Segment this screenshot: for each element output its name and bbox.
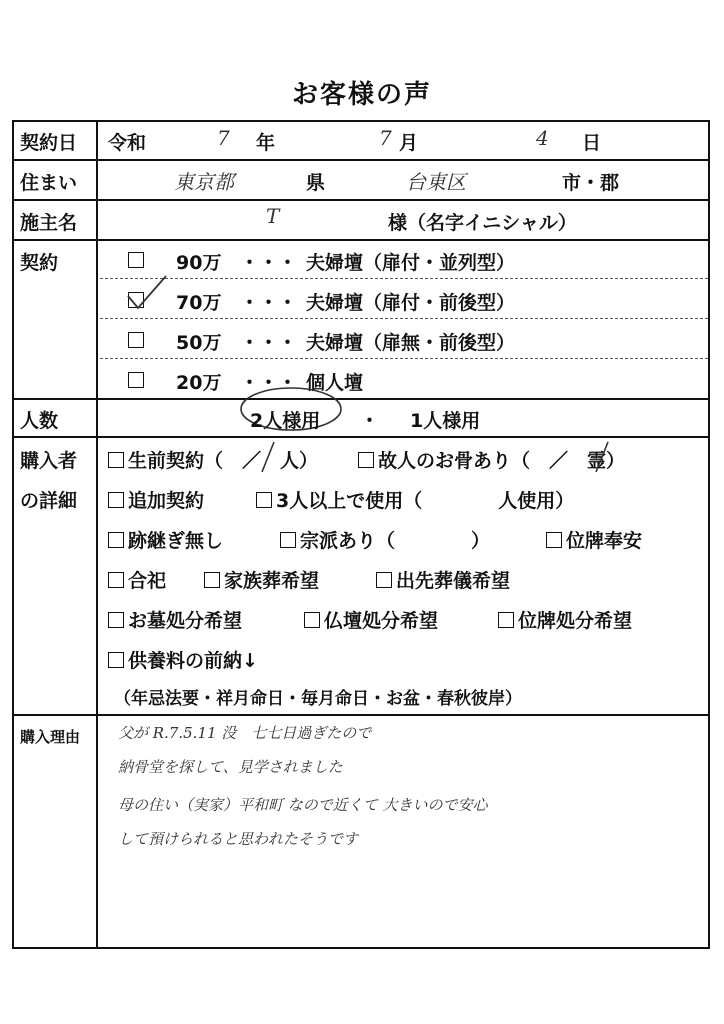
dashed-divider — [100, 278, 708, 279]
day-value[interactable]: 4 — [536, 126, 549, 150]
detail-item[interactable]: お墓処分希望 — [108, 606, 242, 633]
option-dots: ・・・ — [240, 292, 298, 314]
label-column — [14, 122, 98, 947]
row-divider — [14, 714, 708, 716]
month-value[interactable]: 7 — [379, 126, 392, 150]
detail-item[interactable]: 位牌奉安 — [546, 526, 642, 553]
row-divider — [14, 199, 708, 201]
purchaser-label-line1: 購入者 — [20, 450, 78, 472]
checkbox[interactable] — [128, 252, 144, 268]
contract-label: 契約 — [20, 252, 59, 274]
option-desc: 夫婦壇（扉無・前後型） — [306, 332, 516, 354]
row-divider — [14, 159, 708, 161]
reason-line[interactable]: 納骨堂を探して、見学されました — [118, 758, 343, 776]
residence-label: 住まい — [20, 172, 78, 194]
reason-line[interactable]: 父が R.7.5.11 没 七七日過ぎたので — [118, 724, 372, 742]
reason-line[interactable]: 母の住い（実家）平和町 なので近くて 大きいので安心 — [118, 796, 488, 814]
option-desc: 夫婦壇（扉付・前後型） — [306, 292, 516, 314]
people-option-2[interactable]: 2人様用 — [250, 410, 321, 432]
row-divider — [14, 239, 708, 241]
checkmark-icon — [122, 272, 172, 312]
prepayment-note: （年忌法要・祥月命日・毎月命日・お盆・春秋彼岸） — [114, 689, 522, 709]
detail-item[interactable]: 跡継ぎ無し — [108, 526, 223, 553]
detail-item[interactable]: 宗派あり（ ） — [280, 526, 490, 553]
row-divider — [14, 436, 708, 438]
year-unit: 年 — [256, 132, 276, 154]
dashed-divider — [100, 318, 708, 319]
option-desc: 夫婦壇（扉付・並列型） — [306, 252, 516, 274]
detail-item[interactable]: 供養料の前納↓ — [108, 646, 258, 673]
option-price: 50万 — [176, 332, 222, 354]
option-desc: 個人壇 — [306, 372, 364, 394]
month-unit: 月 — [399, 132, 419, 154]
prefecture-unit: 県 — [306, 172, 326, 194]
city-value[interactable]: 台東区 — [406, 170, 466, 194]
contract-date-label: 契約日 — [20, 132, 78, 154]
client-initial-value[interactable]: T — [266, 204, 280, 228]
detail-item[interactable]: 家族葬希望 — [204, 566, 319, 593]
option-dots: ・・・ — [240, 252, 298, 274]
era-label: 令和 — [108, 132, 147, 154]
checkbox[interactable] — [128, 332, 144, 348]
people-label: 人数 — [20, 410, 59, 432]
detail-item[interactable]: 合祀 — [108, 566, 166, 593]
detail-item[interactable]: 仏壇処分希望 — [304, 606, 438, 633]
option-price: 70万 — [176, 292, 222, 314]
slash-mark — [258, 440, 278, 474]
purchaser-label-line2: の詳細 — [20, 490, 78, 512]
reason-label: 購入理由 — [20, 728, 81, 746]
customer-voice-form — [12, 120, 710, 949]
reason-line[interactable]: して預けられると思われたそうです — [118, 830, 359, 848]
option-price: 20万 — [176, 372, 222, 394]
detail-item[interactable]: 位牌処分希望 — [498, 606, 632, 633]
year-value[interactable]: 7 — [217, 126, 230, 150]
option-price: 90万 — [176, 252, 222, 274]
option-dots: ・・・ — [240, 372, 298, 394]
dashed-divider — [100, 358, 708, 359]
detail-item[interactable]: 生前契約（ ／ 人） — [108, 446, 318, 473]
city-unit: 市・郡 — [562, 172, 620, 194]
row-divider — [14, 398, 708, 400]
detail-item[interactable]: 3人以上で使用（ 人使用） — [256, 486, 574, 513]
option-dots: ・・・ — [240, 332, 298, 354]
form-title: お客様の声 — [291, 80, 432, 110]
client-suffix: 様（名字イニシャル） — [388, 212, 577, 234]
detail-item[interactable]: 追加契約 — [108, 486, 204, 513]
people-option-1[interactable]: 1人様用 — [410, 410, 481, 432]
detail-item[interactable]: 故人のお骨あり（ ／ 霊） — [358, 446, 625, 473]
prefecture-value[interactable]: 東京都 — [174, 170, 234, 194]
detail-item[interactable]: 出先葬儀希望 — [376, 566, 510, 593]
checkbox[interactable] — [128, 372, 144, 388]
client-label: 施主名 — [20, 212, 78, 234]
slash-mark — [592, 440, 612, 474]
people-separator: ・ — [360, 410, 380, 432]
day-unit: 日 — [582, 132, 602, 154]
